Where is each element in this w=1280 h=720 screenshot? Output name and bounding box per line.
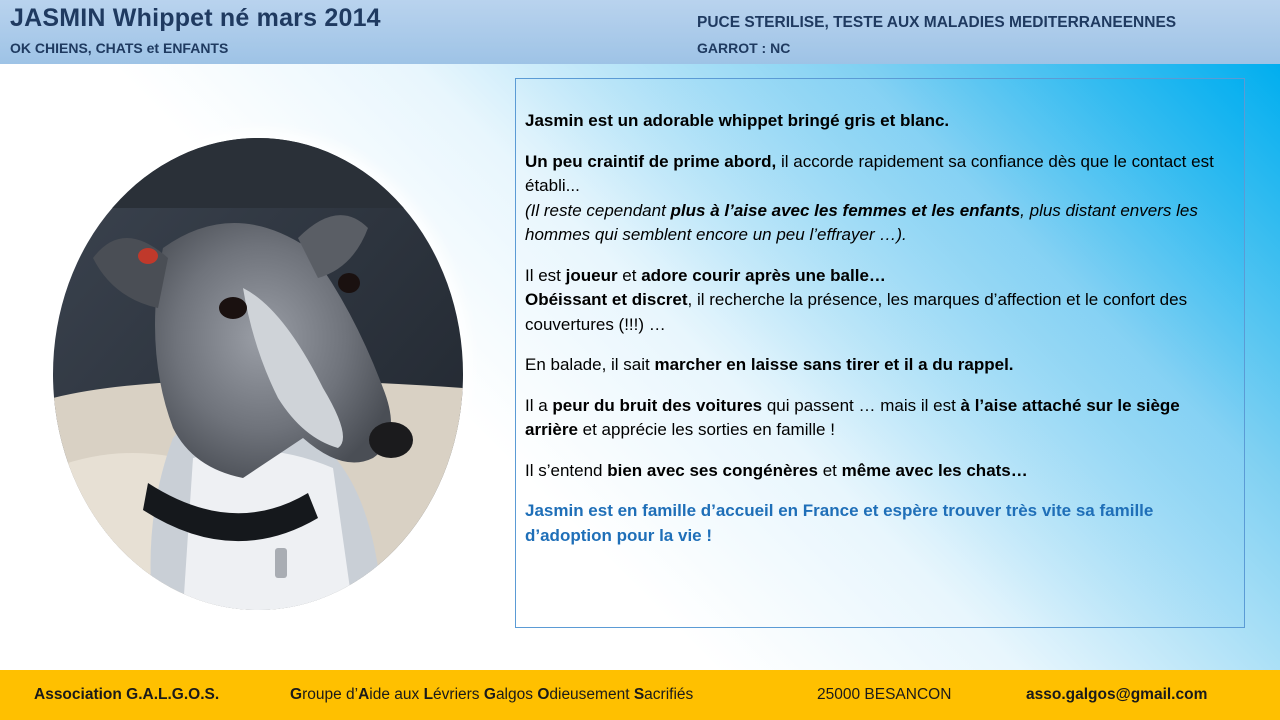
health-status: PUCE STERILISE, TESTE AUX MALADIES MEDITERRANEENNES	[697, 14, 1177, 31]
description-panel	[515, 78, 1245, 628]
play-paragraph: Il est joueur et adore courir après une balle… Obéissant et discret, il recherche la présence, les marques d’affection et le confort des couvertures (!!!) …	[525, 265, 1188, 334]
compatibility-line: OK CHIENS, CHATS et ENFANTS	[10, 40, 229, 56]
temperament-paragraph: Un peu craintif de prime abord, il accorde rapidement sa confiance dès que le contact est établi... (Il reste cependant plus à l’aise avec les femmes et les enfants, plus distant envers les hommes qui semblent encore un peu l’effrayer …).	[525, 151, 1214, 244]
page-title: JASMIN Whippet né mars 2014	[10, 4, 381, 32]
header-band	[0, 0, 1280, 64]
adoption-callout: Jasmin est en famille d’accueil en France et espère trouver très vite sa famille d’adoption pour la vie !	[525, 501, 1154, 545]
email-link[interactable]: asso.galgos@gmail.com	[1026, 686, 1208, 703]
whippet-photo	[53, 138, 463, 610]
intro-paragraph: Jasmin est un adorable whippet bringé gris et blanc.	[525, 111, 950, 130]
association-name: Association G.A.L.G.O.S.	[34, 686, 220, 703]
car-paragraph: Il a peur du bruit des voitures qui passent … mais il est à l’aise attaché sur le siège arrière et apprécie les sorties en famille !	[525, 395, 1180, 439]
sociability-paragraph: Il s’entend bien avec ses congénères et même avec les chats…	[525, 460, 1028, 480]
dog-photo-icon	[53, 138, 463, 610]
acronym-expansion: Groupe d’Aide aux Lévriers Galgos Odieusement Sacrifiés	[290, 686, 694, 703]
garrot-info: GARROT : NC	[697, 40, 791, 56]
footer-band	[0, 670, 1280, 720]
walk-paragraph: En balade, il sait marcher en laisse sans tirer et il a du rappel.	[525, 355, 1014, 374]
city-label: 25000 BESANCON	[817, 686, 952, 703]
